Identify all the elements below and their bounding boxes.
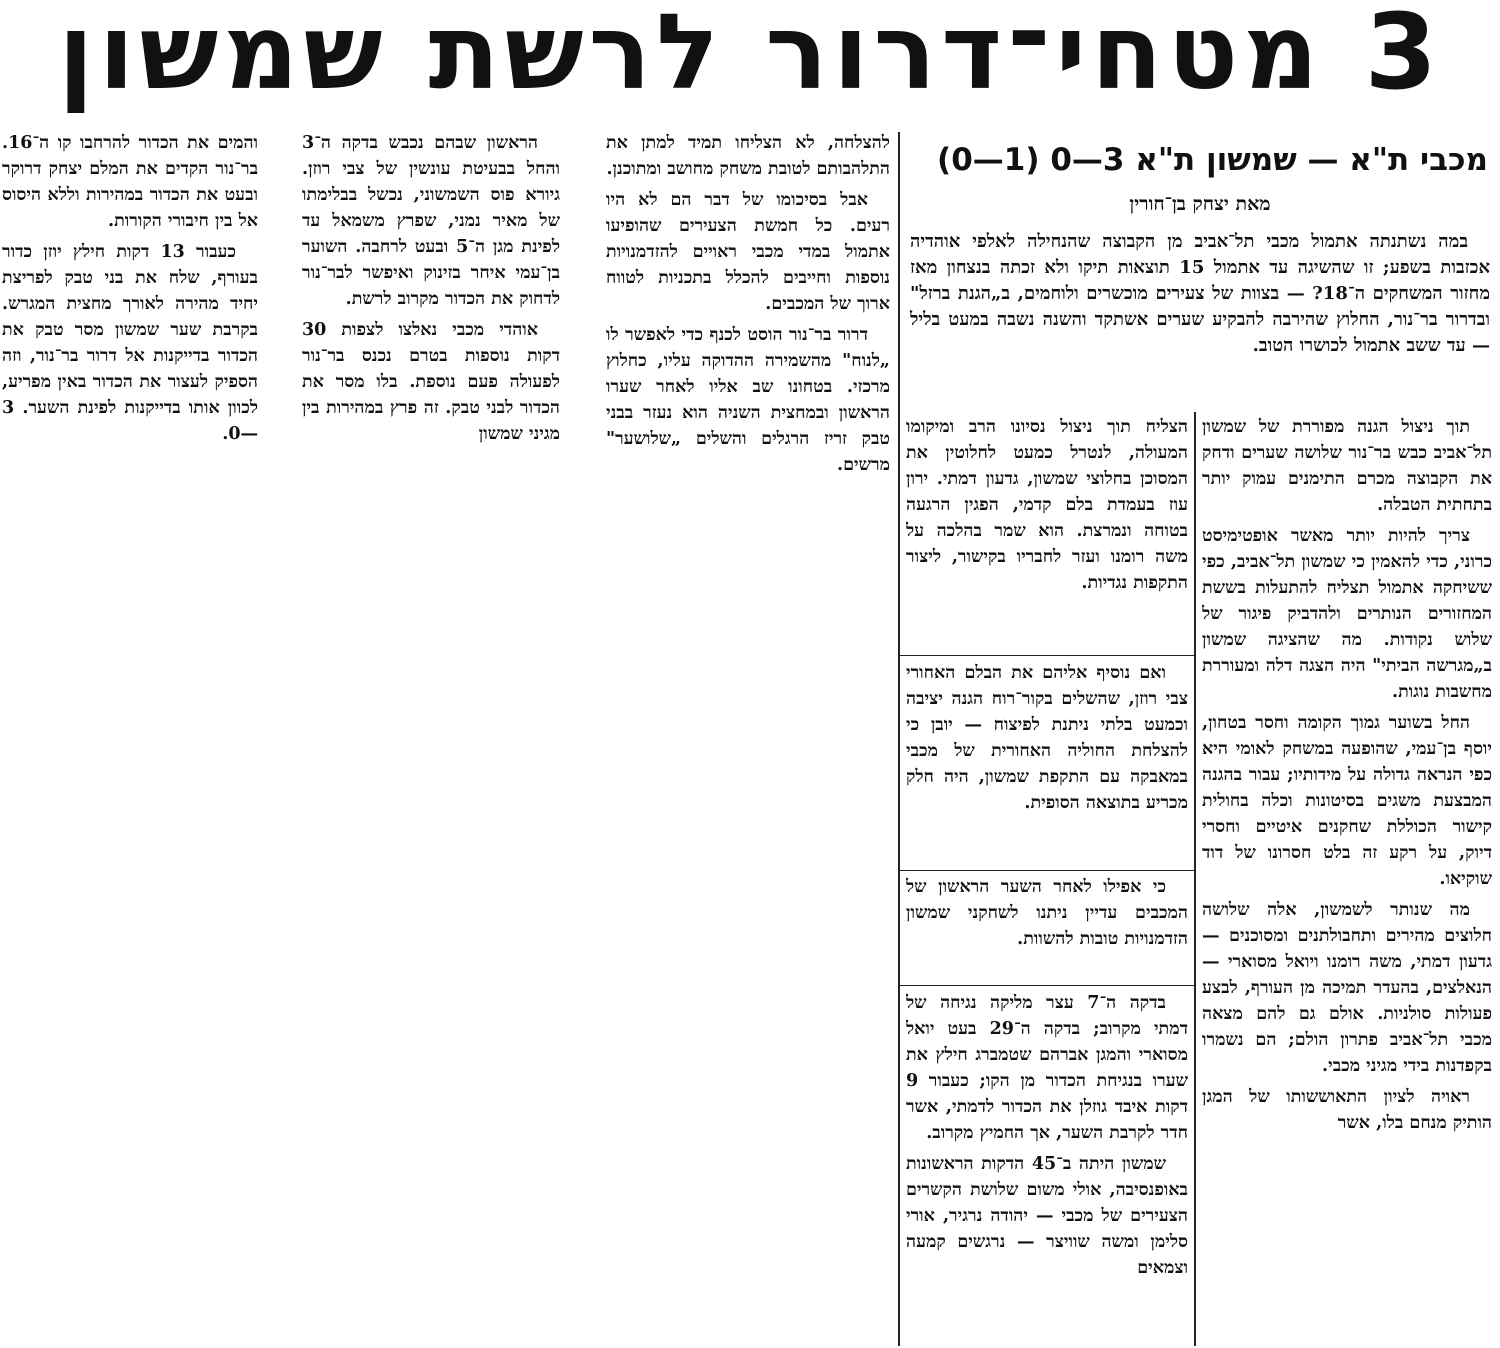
column-rule [1194, 412, 1196, 1346]
article-column-2b [906, 660, 1188, 866]
article-column-2c [906, 874, 1188, 982]
paragraph: צריך להיות יותר מאשר אופטימיסט כרוני, כדי להאמין כי שמשון תל־אביב, כפי ששיחקה אתמול תצליח להתעלות בששת המחזורים הנותרים ולהדביק פיגור של שלוש נקודות. מה שהציגה שמשון ב„מגרשה הביתי" היה הצגה דלה ומעוררת מחשבות נוגות. [1202, 526, 1492, 702]
paragraph: הראשון שבהם נכבש בדקה ה־3 והחל בבעיטת עונשין של צבי רוזן. גיורא פוס השמשוני, נכשל בבלימתו של מאיר נמני, שפרץ משמאל עד לפינת מגן ה־5 ובעט לרחבה. השוער בן־עמי איחר בזינוק ואיפשר לבר־נור לדחוק את הכדור מקרוב לרשת. [302, 133, 560, 309]
paragraph: תוך ניצול הגנה מפוררת של שמשון תל־אביב כבש בר־נור שלושה שערים ודחק את הקבוצה מכרם התימנים עמוק יותר בתחתית הטבלה. [1202, 417, 1492, 515]
article-column-1 [1202, 414, 1492, 1344]
article-column-4 [302, 130, 560, 580]
article-column-2 [906, 414, 1188, 654]
paragraph: ראויה לציון התאוששותו של המגן הותיק מנחם בלו, אשר [1202, 1087, 1492, 1133]
byline: מאת יצחק בן־חורין [1129, 193, 1271, 215]
paragraph: מה שנותר לשמשון, אלה שלושה חלוצים מהירים ותחבולתנים ומסוכנים — גדעון דמתי, משה רומנו ויואל מסוארי — הנאלצים, בהעדר תמיכה מן העורף, לבצע פעולות סולניות. אולם גם להם מצאה מכבי תל־אביב פתרון הולם; הם נשמרו בקפדנות בידי מגיני מכבי. [1202, 900, 1492, 1076]
paragraph: כי אפילו לאחר השער הראשון של המכבים עדיין ניתנו לשחקני שמשון הזדמנויות טובות להשוות. [906, 877, 1188, 949]
article-column-2d [906, 990, 1188, 1346]
paragraph: אוהדי מכבי נאלצו לצפות 30 דקות נוספות בטרם נכנס בר־נור לפעולה פעם נוספת. בלו מסר את הכדור לבני טבק. זה פרץ במהירות בין מגיני שמשון [302, 320, 560, 444]
section-rule [900, 655, 1194, 656]
section-rule [900, 985, 1194, 986]
section-rule [900, 870, 1194, 871]
paragraph: דרור בר־נור הוסט לכנף כדי לאפשר לו „לנוח" מהשמירה ההדוקה עליו, כחלוץ מרכזי. בטחונו שב אליו לאחר שערו הראשון ובמחצית השניה הוא נעזר בבני טבק זריז הרגלים והשלים „שלושער" מרשים. [606, 325, 890, 475]
headline: 3 מטחי־דרור לרשת שמשון [57, 0, 1442, 113]
paragraph: כעבור 13 דקות חילץ יוזן כדור בעורף, שלח את בני טבק לפריצת יחיד מהירה לאורך מחצית המגרש. בקרבת שער שמשון מסר טבק את הכדור בדייקנות אל דרור בר־נור, וזה הספיק לעצור את הכדור באין מפריע, לכוון אותו בדייקנות לפינת השער. 3—0. [2, 242, 258, 444]
paragraph: אבל בסיכומו של דבר הם לא היו רעים. כל חמשת הצעירים שהופיעו אתמול במדי מכבי ראויים להזדמנויות נוספות וחייבים להכלל בתכניות לטווח ארוך של המכבים. [606, 190, 890, 314]
paragraph: ואם נוסיף אליהם את הבלם האחורי צבי רוזן, שהשלים בקור־רוח הגנה יציבה וכמעט בלתי ניתנת לפיצוח — יובן כי להצלחת החוליה האחורית של מכבי במאבקה עם התקפת שמשון, היה חלק מכריע בתוצאה הסופית. [906, 663, 1188, 813]
article-column-3 [606, 130, 890, 580]
lead-paragraph [910, 229, 1490, 359]
column-rule [898, 132, 900, 1346]
paragraph: והמים את הכדור להרחבו קו ה־16. בר־נור הקדים את המלם יצחק דרוקר ובעט את הכדור במהירות וללא היסוס אל בין חיבורי הקורות. [2, 133, 258, 231]
paragraph: בדקה ה־7 עצר מליקה נגיחה של דמתי מקרוב; בדקה ה־29 בעט יואל מסוארי והמגן אברהם שטמברג חילץ את שערו בנגיחת הכדור מן הקו; כעבור 9 דקות איבד גוזלן את הכדור לדמתי, אשר חדר לקרבת השער, אך החמיץ מקרוב. [906, 993, 1188, 1143]
article-column-5 [2, 130, 258, 580]
paragraph: הצליח תוך ניצול נסיונו הרב ומיקומו המעולה, לנטרל כמעט לחלוטין את המסוכן בחלוצי שמשון, גדעון דמתי. ירון עוז בעמדת בלם קדמי, הפגין הרגעה בטוחה ונמרצת. הוא שמר בהלכה על משה רומנו ועזר לחבריו בקישור, ליצור התקפות נגדיות. [906, 417, 1188, 593]
paragraph: שמשון היתה ב־45 הדקות הראשונות באופנסיבה, אולי משום שלושת הקשרים הצעירים של מכבי — יהודה נרגיר, אורי סלימן ומשה שוויצר — נרגשים קמעה וצמאים [906, 1154, 1188, 1278]
paragraph: החל בשוער גמוך הקומה וחסר בטחון, יוסף בן־עמי, שהופעה במשחק לאומי היא כפי הנראה גדולה על מידותיו; עבור בהגנה המבצעת משגים בסיטונות וכלה בחולית קישור הכוללת שחקנים איטיים וחסרי דיוק, על רקע זה בלט חסרונו של דוד שוקיאו. [1202, 713, 1492, 889]
paragraph: להצלחה, לא הצליחו תמיד למתן את התלהבותם לטובת משחק מחושב ומתוכנן. [606, 133, 890, 179]
match-score-subhead: מכבי ת"א — שמשון ת"א 3—0 (1—0) [937, 142, 1488, 178]
lead-text: במה נשתנתה אתמול מכבי תל־אביב מן הקבוצה שהנחילה לאלפי אוהדיה אכזבות בשפע; זו שהשיגה עד אתמול 15 תוצאות תיקו ולא זכתה בנצחון מאז מחזור המשחקים ה־18? — בצוות של צעירים מוכשרים ולוחמים, ב„הגנת ברזל" ובדרור בר־נור, החלוץ שהירבה להבקיע שערים אשתקד והשנה נשבה במעט בליל — עד ששב אתמול לכושרו הטוב. [910, 231, 1490, 356]
